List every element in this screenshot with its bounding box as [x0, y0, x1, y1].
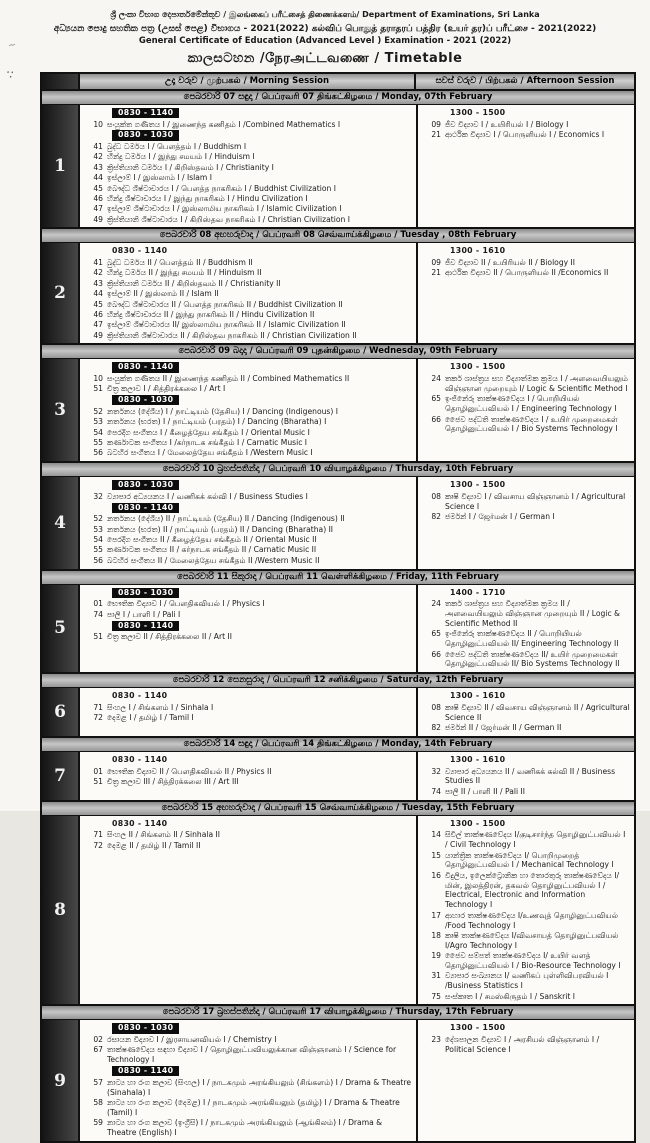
day-number: 6: [42, 688, 80, 736]
subject-number: 46: [93, 309, 103, 319]
subject-number: 49: [93, 214, 103, 224]
time-slot: 1300 - 1500: [450, 1023, 506, 1033]
subject-number: 16: [431, 870, 441, 880]
subject-number: 14: [431, 830, 441, 840]
subject-number: 23: [431, 1035, 441, 1045]
subject-row: [424, 629, 630, 649]
session-header-row: [42, 74, 634, 91]
subject-name: සංස්කෘත I / சமஸ்கிருதம் I / Sanskrit I: [445, 991, 576, 1001]
time-slot: 1400 - 1710: [450, 587, 506, 597]
day-number: 7: [42, 752, 80, 800]
day-banner: පෙබරවාරි 12 සෙනසුරාදා / பெப்ரவரி 12 சனிக்கிழமை / Saturday, 12th February: [42, 674, 634, 688]
subject-name: සිංහල II / சிங்களம் II / Sinhala II: [107, 830, 221, 840]
time-slot: 1300 - 1610: [450, 691, 506, 701]
subject-number: 71: [93, 702, 103, 712]
subject-row: [86, 384, 412, 394]
subject-number: 66: [431, 414, 441, 424]
subject-number: 74: [93, 609, 103, 619]
subject-number: 74: [431, 786, 441, 796]
time-slot: 0830 - 1140: [112, 621, 179, 631]
subject-number: 65: [431, 629, 441, 639]
time-slot: 1300 - 1610: [450, 246, 506, 256]
subject-name: යාන්ත්‍රික තාක්ෂණවේදය I/ பொறிமுறைத் தொழினுட்பவியல் I / Mechanical Technology I: [445, 850, 614, 870]
subject-number: 47: [93, 204, 103, 214]
subject-name: බටහිර සංගීතය II / மேலைத்தேய சங்கீதம் II /Western Music II: [107, 555, 320, 565]
subject-row: [86, 492, 412, 502]
page-title: කාලසටහන /நேரஅட்டவணை / Timetable: [187, 51, 463, 67]
time-slot: 0830 - 1030: [112, 1023, 179, 1033]
subject-row: [424, 787, 630, 797]
timetable: [40, 72, 636, 1143]
subject-number: 41: [93, 142, 103, 152]
subject-number: 41: [93, 258, 103, 268]
subject-number: 55: [93, 545, 103, 555]
subject-number: 53: [93, 417, 103, 427]
subject-row: [86, 407, 412, 417]
subject-name: තර්ක ශාස්ත්‍රය සහ විද්‍යාත්මක ක්‍රමය II / அளவையியலும் விஞ்ஞான முறையும் II / Logic & Scientific Method II: [445, 599, 620, 628]
day-section: [42, 1006, 634, 1140]
subject-name: චිත්‍ර කලාව III / சித்திரக்கலை III / Art III: [107, 776, 239, 786]
subject-name: හින්දු ධර්මය I / இந்து சமயம் I / Hinduism I: [107, 152, 255, 162]
day-body: [42, 688, 634, 736]
time-slot: 0830 - 1030: [112, 588, 179, 598]
day-body: [42, 477, 634, 568]
day-section: [42, 571, 634, 675]
subject-name: චිත්‍ර කලාව II / சித்திரக்கலை II / Art II: [107, 632, 232, 642]
time-slot: 0830 - 1140: [112, 246, 168, 256]
subject-name: දෙමළ I / தமிழ் I / Tamil I: [107, 713, 194, 723]
subject-number: 82: [431, 723, 441, 733]
subject-row: [424, 258, 630, 268]
subject-row: [86, 320, 412, 330]
day-banner: පෙබරවාරි 11 සිකුරාදා / பெப்ரவரி 11 வெள்ளிக்கிழமை / Friday, 11th February: [42, 571, 634, 585]
day-rows: [42, 91, 634, 1141]
subject-number: 42: [93, 152, 103, 162]
subject-row: [86, 428, 412, 438]
afternoon-cell: [416, 816, 634, 1005]
subject-row: [424, 871, 630, 910]
number-column-header: [42, 74, 80, 89]
subject-name: ක්‍රිස්තියානි ධර්මය I / கிறிஸ்தவம் I / Christianity I: [107, 162, 274, 172]
subject-name: කර්ණාටක සංගීතය II / கர்நாடக சங்கீதம் II / Carnatic Music II: [107, 545, 317, 555]
subject-number: 24: [431, 374, 441, 384]
subject-name: ඉංජිනේරු තාක්ෂණවේදය II / பொறியியல் தொழினுட்பவியல் II/ Engineering Technology II: [445, 629, 619, 649]
subject-row: [424, 830, 630, 850]
subject-number: 09: [431, 258, 441, 268]
subject-row: [86, 1035, 412, 1045]
subject-number: 67: [93, 1045, 103, 1055]
subject-name: බටහිර සංගීතය I / மேலைத்தேய சங்கீதம் I /Western Music I: [107, 448, 313, 458]
morning-cell: [80, 752, 416, 800]
subject-name: හින්දු ශිෂ්ටාචාරය II / இந்து நாகரிகம் II / Hindu Civilization II: [107, 309, 315, 319]
day-number: 8: [42, 816, 80, 1005]
subject-number: 21: [431, 268, 441, 278]
subject-name: ව්‍යාපාර අධ්‍යයනය I / வணிகக் கல்வி I / Business Studies I: [107, 491, 308, 501]
subject-name: නර්තනය (දේශීය) I / நாட்டியம் (தேசிய) I / Dancing (Indigenous) I: [107, 406, 339, 416]
morning-cell: [80, 477, 416, 568]
subject-name: පෙරදිග සංගීතය I / கீழைத்தேய சங்கீதம் I / Oriental Music I: [107, 427, 310, 437]
subject-name: නර්තනය (භරත) I / நாட்டியம் (பரதம்) I / Dancing (Bharatha) I: [107, 417, 327, 427]
pencil-mark: ·:: [3, 65, 17, 81]
subject-name: බෞද්ධ ශිෂ්ටාචාරය II / பௌத்த நாகரிகம் II / Buddhist Civilization II: [107, 299, 343, 309]
subject-row: [86, 830, 412, 840]
subject-number: 56: [93, 448, 103, 458]
subject-row: [424, 650, 630, 670]
subject-number: 54: [93, 427, 103, 437]
subject-name: නාට්‍ය හා රංග කලාව (දෙමළ) I / நாடகமும் அரங்கியலும் (தமிழ்) I / Drama & Theatre (Tamil) I: [107, 1097, 400, 1117]
subject-row: [424, 851, 630, 871]
subject-row: [86, 448, 412, 458]
afternoon-cell: [416, 688, 634, 736]
subject-number: 65: [431, 394, 441, 404]
subject-row: [424, 374, 630, 394]
afternoon-cell: [416, 1020, 634, 1140]
subject-name: ආර්ථික විද්‍යාව I / பொருளியல் I / Economics I: [445, 129, 605, 139]
subject-number: 46: [93, 193, 103, 203]
time-slot: 0830 - 1140: [112, 362, 179, 372]
subject-name: කෘෂි විද්‍යාව II / விவசாய விஞ்ஞானம் II / Agricultural Science II: [445, 702, 630, 722]
time-slot: 1300 - 1500: [450, 108, 506, 117]
subject-row: [86, 374, 412, 384]
time-slot: 0830 - 1030: [112, 130, 179, 140]
subject-row: [86, 1078, 412, 1098]
subject-row: [86, 841, 412, 851]
day-section: [42, 91, 634, 229]
subject-row: [86, 173, 412, 183]
day-body: [42, 585, 634, 673]
subject-row: [424, 911, 630, 931]
subject-name: කෘෂි විද්‍යාව I / விவசாய விஞ்ஞானம் I / Agricultural Science I: [445, 491, 626, 511]
subject-number: 18: [431, 930, 441, 940]
morning-session-header: උදෑ වරුව / முற்பகல் / Morning Session: [80, 74, 414, 89]
subject-name: දේශපාලන විද්‍යාව I / அரசியல் விஞ்ஞானம் I / Political Science I: [445, 1035, 600, 1054]
subject-name: ඉස්ලාම් ශිෂ්ටාචාරය II/ இஸ்லாமிய நாகரிகம் II / Islamic Civilization II: [107, 320, 346, 330]
subject-name: රසායන විද්‍යාව I / இரசாயனவியல் I / Chemistry I: [107, 1035, 277, 1045]
subject-number: 15: [431, 850, 441, 860]
subject-number: 51: [93, 384, 103, 394]
subject-name: ජර්මන් I / ஜேர்மன் I / German I: [445, 512, 555, 522]
subject-name: විදුලිය, ඉලෙක්ට්‍රොනික හා තොරතුරු තාක්ෂණවේදය I/மின், இலத்திரன், தகவல் தொழினுட்பவியல் I / Electrical, Electronic and Information Technology I: [445, 870, 620, 910]
day-banner: පෙබරවාරි 15 අඟහරුවාදා / பெப்ரவரி 15 செவ்வாய்க்கிழமை / Tuesday, 15th February: [42, 802, 634, 816]
subject-name: නර්තනය (භරත) II / நாட்டியம் (பரதம்) II / Dancing (Bharatha) II: [107, 524, 334, 534]
morning-cell: [80, 105, 416, 227]
time-slot: 0830 - 1030: [112, 480, 179, 490]
subject-name: කෘෂි තාක්ෂණවේදය I/விவசாயத் தொழினுட்பவியல் I/Agro Technology I: [445, 930, 619, 950]
subject-name: ජීව විද්‍යාව II / உயிரியல் II / Biology II: [445, 258, 576, 268]
subject-row: [424, 415, 630, 435]
subject-row: [86, 215, 412, 225]
subject-row: [424, 492, 630, 512]
subject-row: [424, 703, 630, 723]
day-number: 5: [42, 585, 80, 673]
subject-number: 53: [93, 524, 103, 534]
subject-number: 02: [93, 1035, 103, 1045]
subject-number: 31: [431, 971, 441, 981]
subject-row: [86, 535, 412, 545]
subject-number: 51: [93, 632, 103, 642]
subject-name: හින්දු ධර්මය II / இந்து சமயம் II / Hinduism II: [107, 268, 262, 278]
exam-title-english: General Certificate of Education (Advanced Level ) Examination - 2021 (2022): [138, 35, 512, 46]
subject-name: ජෛව පද්ධති තාක්ෂණවේදය I / உயிர் முறைமைகள் தொழினுட்பவியல் I / Bio Systems Technology I: [445, 414, 618, 434]
day-body: [42, 816, 634, 1005]
subject-number: 75: [431, 991, 441, 1001]
subject-row: [424, 599, 630, 629]
day-body: [42, 359, 634, 461]
day-section: [42, 463, 634, 570]
subject-number: 66: [431, 649, 441, 659]
subject-name: සිවිල් තාක්ෂණවේදය I/குடிசார்ந்த தொழினுட்பவியல் I / Civil Technology I: [445, 830, 626, 850]
day-body: [42, 752, 634, 800]
subject-number: 47: [93, 320, 103, 330]
pencil-mark: ~: [6, 39, 18, 52]
subject-row: [86, 163, 412, 173]
subject-name: ඉස්ලාම් II / இஸ்லாம் II / Islam II: [107, 289, 219, 299]
subject-row: [86, 204, 412, 214]
day-number: 9: [42, 1020, 80, 1140]
subject-row: [424, 1035, 630, 1055]
day-section: [42, 229, 634, 345]
subject-number: 01: [93, 766, 103, 776]
time-slot: 0830 - 1030: [112, 395, 179, 405]
day-banner: පෙබරවාරි 17 බ්‍රහස්පතින්දා / பெப்ரவரி 17 வியாழக்கிழமை / Thursday, 17th February: [42, 1006, 634, 1020]
subject-name: බුද්ධ ධර්මය II / பௌத்தம் II / Buddhism II: [107, 258, 253, 268]
day-banner: පෙබරවාරි 08 අඟහරුවාදා / பெப்ரவரி 08 செவ்வாய்க்கிழமை / Tuesday , 08th February: [42, 229, 634, 243]
subject-row: [86, 556, 412, 566]
subject-row: [424, 951, 630, 971]
subject-number: 82: [431, 512, 441, 522]
subject-row: [86, 142, 412, 152]
subject-number: 55: [93, 438, 103, 448]
subject-number: 10: [93, 119, 103, 129]
time-slot: 1300 - 1500: [450, 362, 506, 372]
subject-name: පාලි II / பாளி II / Pali II: [445, 786, 526, 796]
subject-name: නාට්‍ය හා රංග කලාව (සිංහල) I / நாடகமும் அரங்கியலும் (சிங்களம்) I / Drama & Theatre (Sinahala) I: [107, 1077, 411, 1097]
subject-name: නර්තනය (දේශීය) II / நாட்டியம் (தேசிய) II / Dancing (Indigenous) II: [107, 514, 345, 524]
subject-number: 32: [93, 491, 103, 501]
subject-name: ජර්මන් II / ஜேர்மன் II / German II: [445, 723, 562, 733]
subject-number: 54: [93, 535, 103, 545]
subject-row: [86, 268, 412, 278]
day-section: [42, 738, 634, 802]
subject-name: තර්ක ශාස්ත්‍රය සහ විද්‍යාත්මක ක්‍රමය I / அளவையியலும் விஞ்ஞான முறையும் I/ Logic & Scientific Method I: [445, 374, 629, 393]
subject-number: 72: [93, 840, 103, 850]
subject-row: [86, 310, 412, 320]
afternoon-cell: [416, 359, 634, 461]
morning-cell: [80, 585, 416, 673]
afternoon-cell: [416, 243, 634, 343]
subject-row: [424, 723, 630, 733]
subject-row: [86, 777, 412, 787]
day-section: [42, 802, 634, 1007]
subject-number: 59: [93, 1118, 103, 1128]
subject-row: [424, 512, 630, 522]
subject-number: 10: [93, 374, 103, 384]
subject-row: [86, 525, 412, 535]
subject-number: 08: [431, 491, 441, 501]
subject-name: ඉංජිනේරු තාක්ෂණවේදය I / பொறியியல் தொழினுட்பவியல் I / Engineering Technology I: [445, 394, 617, 414]
subject-number: 72: [93, 713, 103, 723]
subject-row: [86, 438, 412, 448]
time-slot: 1300 - 1610: [450, 755, 506, 764]
subject-row: [86, 1098, 412, 1118]
subject-number: 45: [93, 183, 103, 193]
subject-number: 19: [431, 951, 441, 961]
subject-row: [424, 120, 630, 130]
subject-number: 71: [93, 830, 103, 840]
subject-number: 32: [431, 766, 441, 776]
subject-number: 43: [93, 162, 103, 172]
day-number: 1: [42, 105, 80, 227]
subject-row: [86, 767, 412, 777]
subject-name: සිංහල I / சிங்களம் I / Sinhala I: [107, 702, 214, 712]
subject-row: [424, 394, 630, 414]
subject-row: [86, 1118, 412, 1138]
day-banner: පෙබරවාරි 09 බදාදා / பெப்ரவரி 09 புதன்கிழமை / Wednesday, 09th February: [42, 345, 634, 359]
subject-name: ජීව විද්‍යාව I / உயிரியல் I / Biology I: [445, 119, 569, 129]
subject-row: [86, 545, 412, 555]
subject-number: 52: [93, 406, 103, 416]
subject-name: බුද්ධ ධර්මය I / பௌத்தம் I / Buddhism I: [107, 142, 247, 152]
subject-number: 21: [431, 129, 441, 139]
subject-number: 42: [93, 268, 103, 278]
subject-row: [86, 120, 412, 130]
subject-name: පෙරදිග සංගීතය II / கீழைத்தேய சங்கீதம் II / Oriental Music II: [107, 535, 317, 545]
day-number: 3: [42, 359, 80, 461]
subject-number: 44: [93, 289, 103, 299]
subject-name: භෞතික විද්‍යාව II / பௌதிகவியல் II / Physics II: [107, 766, 272, 776]
subject-row: [86, 417, 412, 427]
day-body: [42, 105, 634, 227]
subject-number: 24: [431, 599, 441, 609]
department-line: ශ්‍රී ලංකා විභාග දෙපාර්තමේන්තුව / இலங்கைப் பரீட்சைத் திணைக்களம்/ Department of Examinations, Sri Lanka: [110, 10, 540, 19]
subject-number: 49: [93, 330, 103, 340]
subject-number: 45: [93, 299, 103, 309]
subject-row: [86, 514, 412, 524]
afternoon-cell: [416, 752, 634, 800]
subject-name: ව්‍යාපාර අධ්‍යයනය II / வணிகக் கல்வி II / Business Studies II: [445, 766, 616, 786]
subject-row: [86, 599, 412, 609]
subject-row: [86, 152, 412, 162]
time-slot: 0830 - 1140: [112, 1066, 179, 1076]
day-banner: පෙබරවාරි 10 බ්‍රහස්පතින්දා / பெப்ரவரி 10 வியாழக்கிழமை / Thursday, 10th February: [42, 463, 634, 477]
time-slot: 0830 - 1140: [112, 818, 168, 828]
subject-name: චිත්‍ර කලාව I / சித்திரக்கலை I / Art I: [107, 384, 226, 394]
day-section: [42, 345, 634, 463]
subject-row: [86, 610, 412, 620]
subject-name: සංයුක්ත ගණිතය II / இணைந்த கணிதம் II / Combined Mathematics II: [107, 374, 350, 384]
subject-name: ව්‍යාපාර සංඛ්‍යානය I/ வணிகப் புள்ளிவிபரவியல் I /Business Statistics I: [445, 971, 609, 991]
subject-number: 43: [93, 278, 103, 288]
time-slot: 0830 - 1140: [112, 755, 168, 764]
afternoon-cell: [416, 105, 634, 227]
afternoon-cell: [416, 477, 634, 568]
morning-cell: [80, 816, 416, 1005]
subject-row: [424, 130, 630, 140]
subject-name: ආර්ථික විද්‍යාව II / பொருளியல் II /Economics II: [445, 268, 609, 278]
morning-cell: [80, 1020, 416, 1140]
subject-row: [424, 971, 630, 991]
subject-row: [86, 258, 412, 268]
subject-name: ක්‍රිස්තියානි ධර්මය II / கிறிஸ்தவம் II / Christianity II: [107, 278, 281, 288]
subject-row: [86, 194, 412, 204]
subject-name: ක්‍රිස්තියානි ශිෂ්ටාචාරය II / கிறிஸ்தவ நாகரிகம் II / Christian Civilization II: [107, 330, 357, 340]
morning-cell: [80, 243, 416, 343]
subject-name: ජෛව පද්ධති තාක්ෂණවේදය II/ உயிர் முறைமைகள் தொழினுட்பவியல் II/ Bio Systems Technology II: [445, 649, 620, 669]
day-body: [42, 243, 634, 343]
subject-name: තාක්ෂණවේදය සඳහා විද්‍යාව I / தொழினுட்பவியலுக்கான விஞ்ஞானம் I / Science for Technology I: [107, 1045, 397, 1065]
subject-name: දෙමළ II / தமிழ் II / Tamil II: [107, 840, 201, 850]
subject-name: ජෛව සම්පත් තාක්ෂණවේදය I/ உயிர் வளத் தொழினுட்பவியல் I / Bio-Resource Technology I: [445, 951, 621, 970]
exam-title-sinhala-tamil: අධ්‍යයන පොදු සහතික පත්‍ර (උසස් පෙළ) විභාගය - 2021(2022) கல்விப் பொதுத் தராதரப் பத்திர (உயர் தர)ப் பரீட்சை - 2021(2022): [53, 23, 597, 34]
subject-number: 57: [93, 1077, 103, 1087]
subject-number: 52: [93, 514, 103, 524]
subject-name: සංයුක්ත ගණිතය I / இணைந்த கணிதம் I /Combined Mathematics I: [107, 119, 341, 129]
morning-cell: [80, 359, 416, 461]
afternoon-cell: [416, 585, 634, 673]
subject-number: 01: [93, 599, 103, 609]
morning-cell: [80, 688, 416, 736]
subject-row: [86, 703, 412, 713]
day-body: [42, 1020, 634, 1140]
subject-row: [86, 632, 412, 642]
time-slot: 1300 - 1500: [450, 818, 506, 828]
subject-number: 58: [93, 1097, 103, 1107]
subject-row: [86, 289, 412, 299]
subject-row: [86, 279, 412, 289]
subject-number: 09: [431, 119, 441, 129]
subject-number: 51: [93, 776, 103, 786]
time-slot: 0830 - 1140: [112, 108, 179, 118]
subject-name: පාලි I / பாளி I / Pali I: [107, 609, 181, 619]
subject-name: කර්ණාටක සංගීතය I /கர்நாடக சங்கீதம் I / Carnatic Music I: [107, 438, 308, 448]
afternoon-session-header: සවස් වරුව / பிற்பகல் / Afternoon Session: [414, 74, 634, 89]
subject-number: 17: [431, 910, 441, 920]
subject-name: ක්‍රිස්තියානි ශිෂ්ටාචාරය I / கிறிஸ்தவ நாகரிகம் I / Christian Civilization I: [107, 214, 350, 224]
subject-name: බෞද්ධ ශිෂ්ටාචාරය I / பௌத்த நாகரிகம் I / Buddhist Civilization I: [107, 183, 336, 193]
subject-name: ඉස්ලාම් ශිෂ්ටාචාරය I / இஸ்லாமிய நாகரிகம் I / Islamic Civilization I: [107, 204, 342, 214]
subject-row: [424, 992, 630, 1002]
subject-number: 08: [431, 702, 441, 712]
subject-row: [86, 331, 412, 341]
subject-name: භෞතික විද්‍යාව I / பௌதிகவியல் I / Physics I: [107, 599, 265, 609]
subject-number: 56: [93, 555, 103, 565]
subject-name: නාට්‍ය හා රංග කලාව (ඉංග්‍රීසි) I / நாடகமும் அரங்கியலும் (ஆங்கிலம்) I / Drama & Theatre (English) I: [107, 1118, 383, 1138]
subject-row: [86, 300, 412, 310]
day-banner: පෙබරවාරි 07 සඳුදා / பெப்ரவரி 07 திங்கட்கிழமை / Monday, 07th February: [42, 91, 634, 105]
document-header: [0, 0, 650, 68]
day-number: 2: [42, 243, 80, 343]
day-banner: පෙබරවාරි 14 සඳුදා / பெப்ரவரி 14 திங்கட்கிழமை / Monday, 14th February: [42, 738, 634, 752]
time-slot: 0830 - 1140: [112, 691, 168, 701]
subject-number: 44: [93, 173, 103, 183]
day-number: 4: [42, 477, 80, 568]
subject-row: [424, 268, 630, 278]
subject-row: [86, 184, 412, 194]
time-slot: 0830 - 1140: [112, 503, 179, 513]
subject-row: [86, 713, 412, 723]
subject-row: [424, 931, 630, 951]
subject-row: [424, 767, 630, 787]
time-slot: 1300 - 1500: [450, 480, 506, 490]
subject-row: [86, 1045, 412, 1065]
subject-name: ආහාර තාක්ෂණවේදය I/உணவுத் தொழினுட்பவியல் /Food Technology I: [445, 910, 619, 930]
subject-name: ඉස්ලාම් I / இஸ்லாம் I / Islam I: [107, 173, 212, 183]
day-section: [42, 674, 634, 738]
subject-name: හින්දු ශිෂ්ටාචාරය I / இந்து நாகரிகம் I / Hindu Civilization I: [107, 193, 308, 203]
